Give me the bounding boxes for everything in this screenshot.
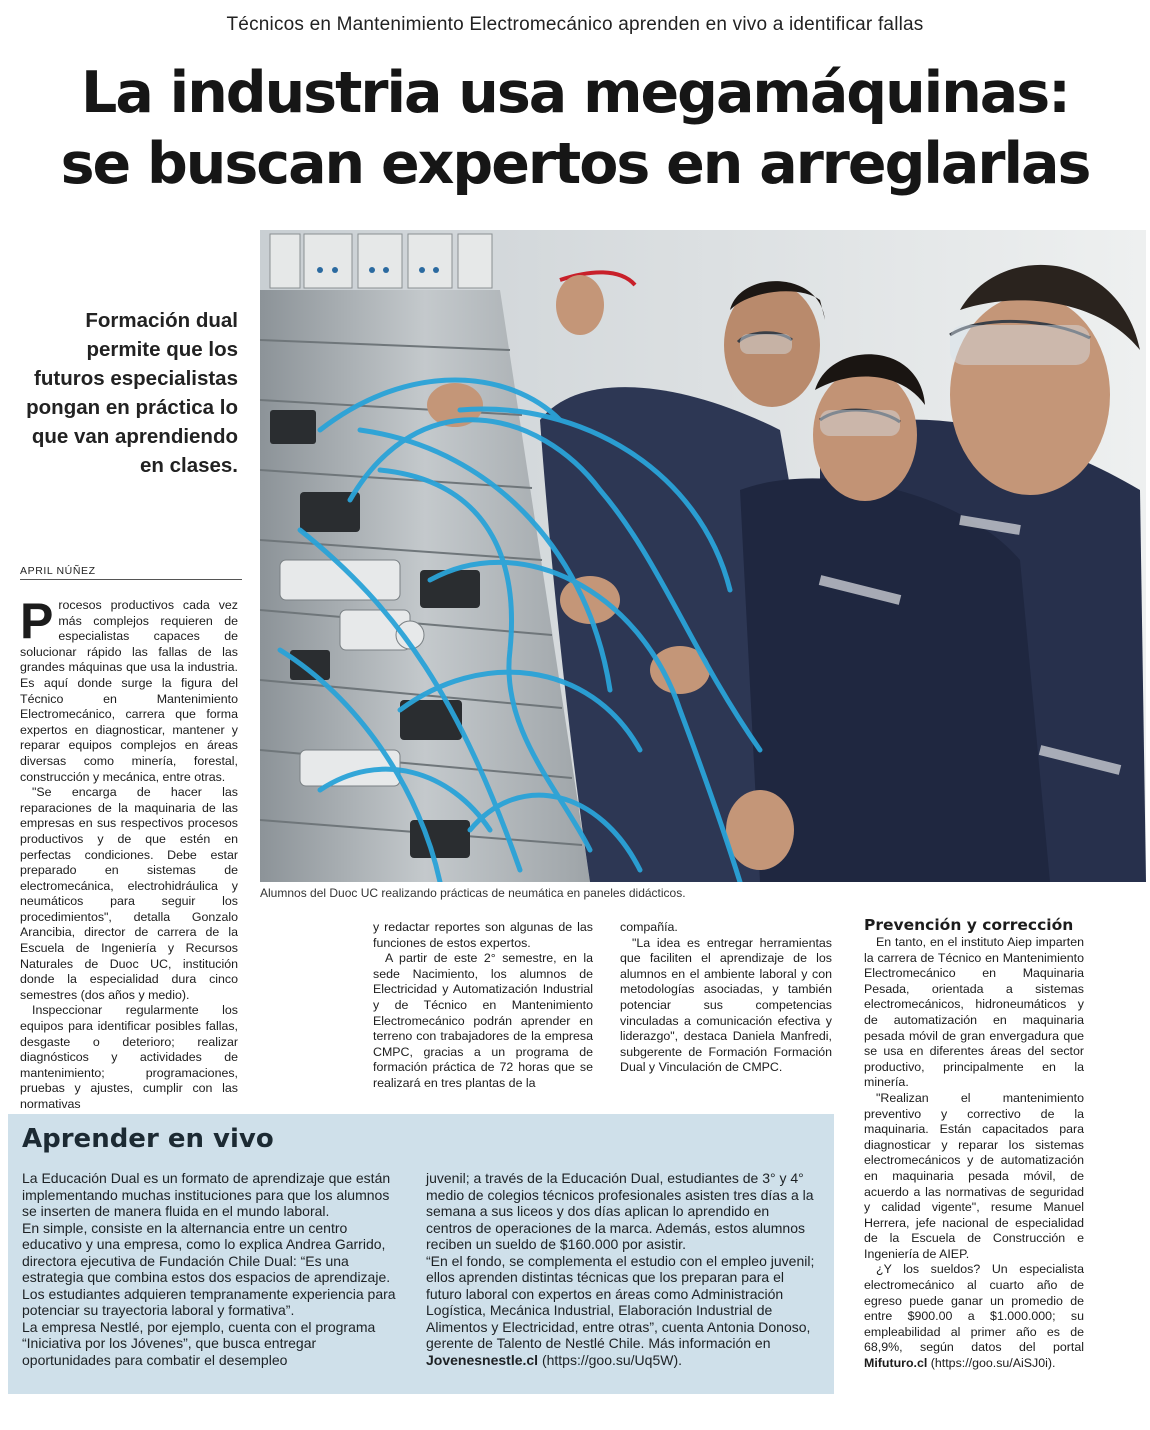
kicker: Técnicos en Mantenimiento Electromecánico aprenden en vivo a identificar fallas (226, 14, 924, 35)
paragraph: En tanto, en el instituto Aiep imparten la carrera de Técnico en Mantenimiento Electromecánico en Maquinaria Pesada, orientada a sistemas electromecánicos, hidroneumáticos y de automatización en maquinaria pesada móvil de gran envergadura que se usa en diferentes áreas del sector productivo, principalmente en la minería. (864, 935, 1084, 1090)
headline-line-2: se buscan expertos en arreglarlas (60, 131, 1090, 197)
paragraph: juvenil; a través de la Educación Dual, estudiantes de 3° y 4° medio de colegios técnicos profesionales asisten tres días a la semana a sus liceos y dos días aplican lo aprendido en centros de operaciones de la marca. Además, estos alumnos reciben un sueldo de $160.000 por asistir. (426, 1170, 814, 1252)
mifuturo-link[interactable]: Mifuturo.cl (864, 1356, 928, 1371)
article-photo (260, 230, 1146, 882)
byline: APRIL NÚÑEZ (20, 565, 242, 580)
sidebar-box-column-2 (426, 1170, 818, 1368)
headline (0, 58, 1150, 200)
sidebar-box-column-1 (22, 1170, 406, 1368)
technicians-photo-illustration (260, 230, 1146, 882)
paragraph: "Realizan el mantenimiento preventivo y correctivo de la maquinaria. Están capacitados para diagnosticar y reparar los sistemas electromecánicos y de automatización en maquinaria pesada móvil, de acuerdo a las normativas de seguridad y calidad vigente", resume Manuel Herrera, jefe nacional de especialidad de la Escuela de Construcción e Ingeniería de AIEP. (864, 1090, 1084, 1261)
paragraph: En simple, consiste en la alternancia entre un centro educativo y una empresa, como lo explica Andrea Garrido, directora ejecutiva de Fundación Chile Dual: “Es una estrategia que combina estos dos espacios de aprendizaje. Los estudiantes adquieren tempranamente experiencia para potenciar su trayectoria laboral y formativa”. (22, 1219, 396, 1318)
article-column-4 (864, 916, 1084, 1372)
paragraph: La Educación Dual es un formato de aprendizaje que están implementando muchas instituciones para que los alumnos se inserten de manera fluida en el mundo laboral. (22, 1170, 391, 1219)
article-column-2 (373, 920, 593, 1092)
jovenesnestle-link[interactable]: Jovenesnestle.cl (426, 1351, 539, 1368)
paragraph: compañía. (620, 920, 678, 934)
section-subhead: Prevención y corrección (864, 916, 1074, 934)
deck: Formación dual permite que los futuros especialistas pongan en práctica lo que van aprendiendo en clases. (26, 309, 238, 477)
paragraph: Inspeccionar regularmente los equipos para identificar posibles fallas, desgaste o deterioro; realizar diagnósticos y actividades de mantenimiento; programaciones, pruebas y ajustes, cumplir con las normativas (20, 1003, 238, 1111)
paragraph: y redactar reportes son algunas de las funciones de estos expertos. (373, 920, 593, 950)
headline-line-1: La industria usa megamáquinas: (81, 60, 1069, 126)
drop-cap: P (20, 593, 54, 649)
paragraph: La empresa Nestlé, por ejemplo, cuenta con el programa “Iniciativa por los Jóvenes”, que busca entregar oportunidades para combatir el desempleo (22, 1318, 376, 1368)
article-column-3 (620, 920, 832, 1076)
paragraph: A partir de este 2° semestre, en la sede Nacimiento, los alumnos de Electricidad y Automatización Industrial y de Técnico en Mantenimiento Electromecánico podrán aprender en terreno con trabajadores de la empresa CMPC, gracias a un programa de formación práctica de 72 horas que se realizará en tres plantas de la (373, 951, 593, 1090)
sidebar-box-title: Aprender en vivo (22, 1124, 274, 1154)
paragraph: "Se encarga de hacer las reparaciones de la maquinaria de las empresas en sus respectivos procesos productivos y de que estén en perfectas condiciones. Debe estar preparado en sistemas de electromecánica, electrohidráulica y neumáticos para seguir los procedimientos", detalla Gonzalo Arancibia, director de carrera de la Escuela de Ingeniería y Recursos Naturales de Duoc UC, institución donde la especialidad dura cinco semestres (dos años y medio). (20, 785, 238, 1002)
article-column-1 (20, 593, 238, 1113)
paragraph: Procesos productivos cada vez más complejos requieren de especialistas capaces de solucionar rápido las fallas de las grandes máquinas que usa la industria. Es aquí donde surge la figura del Técnico en Mantenimiento Electromecánico, carrera que forma expertos en diagnosticar, mantener y reparar equipos complejos en áreas diversas como minería, forestal, construcción y mecánica, entre otras. (20, 593, 238, 784)
paragraph: ¿Y los sueldos? Un especialista electromecánico al cuarto año de egreso puede ganar un promedio de entre $900.00 a $1.000.000; su empleabilidad al primer año es de 68,9%, según datos del portal Mifuturo.cl (https://goo.su/AiSJ0i). (864, 1262, 1084, 1371)
paragraph: "La idea es entregar herramientas que faciliten el aprendizaje de los alumnos en el ambiente laboral y con metodologías asociadas, y también potenciar sus competencias vinculadas a comunicación efectiva y liderazgo", destaca Daniela Manfredi, subgerente de Formación Formación Dual y Vinculación de CMPC. (620, 935, 832, 1075)
paragraph: “En el fondo, se complementa el estudio con el empleo juvenil; ellos aprenden distintas técnicas que los preparan para el futuro laboral con expertos en áreas como Administración Logística, Mecánica Industrial, Elaboración Industrial de Alimentos y Electricidad, entre otras”, cuenta Antonia Donoso, gerente de Talento de Nestlé Chile. Más información en Jovenesnestle.cl (https://goo.su/Uq5W). (426, 1252, 815, 1368)
photo-caption: Alumnos del Duoc UC realizando prácticas de neumática en paneles didácticos. (260, 886, 686, 900)
